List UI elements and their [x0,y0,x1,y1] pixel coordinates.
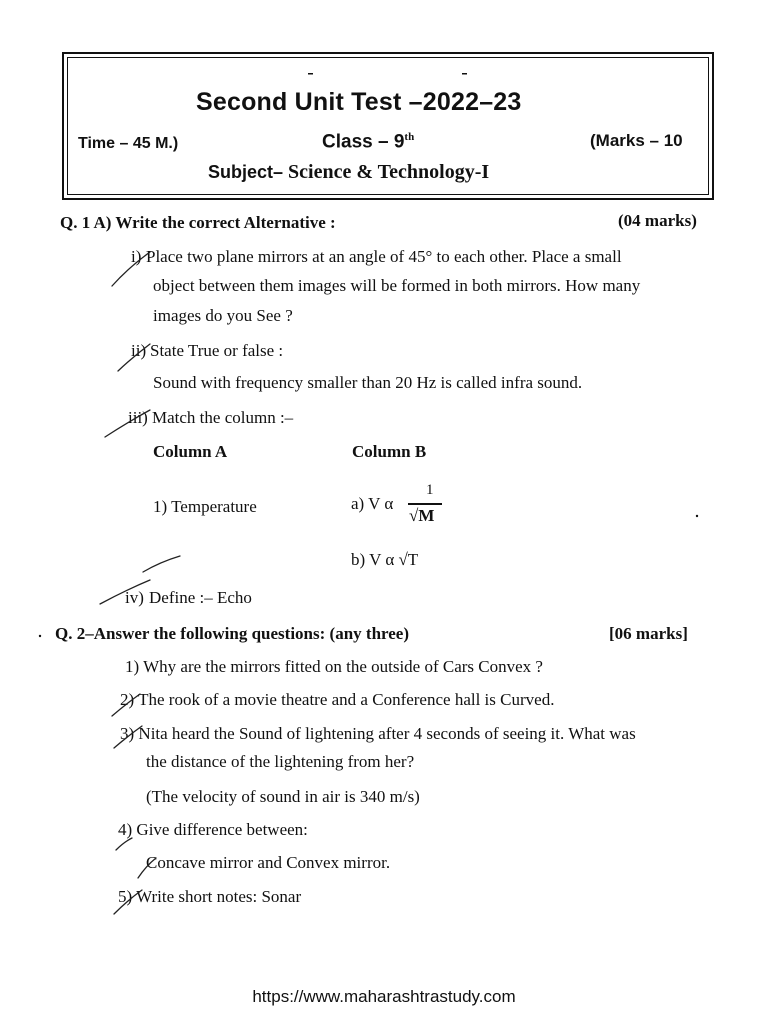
q2-item1: 1) Why are the mirrors fitted on the outside of Cars Convex ? [125,657,543,676]
exam-time: Time – 45 M.) [78,135,179,152]
q2-item2: 2) The rook of a movie theatre and a Conference hall is Curved. [120,690,555,709]
q1-marks: (04 marks) [618,211,697,230]
pen-mark-q1-iii [105,410,150,437]
pen-mark-q2-4 [116,838,132,850]
footer-url: https://www.maharashtrastudy.com [252,987,516,1006]
q1-ii-statement: Sound with frequency smaller than 20 Hz is called infra sound. [153,373,583,392]
q1-heading: Q. 1 A) Write the correct Alternative : [60,213,336,232]
q1-i-line3: images do you See ? [153,306,293,325]
pen-mark-q2-5 [114,890,142,914]
exam-marks: (Marks – 10 [590,131,683,150]
class-label: Class – 9 [322,131,405,153]
class-superscript: th [404,131,415,143]
pen-mark-q2-2 [112,694,140,716]
q1-ii-text: State True or false : [150,341,284,360]
match-row2-b: b) V α √T [351,550,419,569]
q1-ii-number: ii) [131,341,147,360]
title-dash-1 [308,73,313,75]
subject-label: Subject– [208,162,284,182]
q2-marks: [06 marks] [609,624,688,643]
q1-i-line1: Place two plane mirrors at an angle of 45° to each other. Place a small [146,247,622,266]
column-a-heading: Column A [153,442,228,461]
pen-mark-q1-ii [118,344,150,371]
pen-mark-q2-3 [114,726,142,748]
q2-item3-line1: 3) Nita heard the Sound of lightening after 4 seconds of seeing it. What was [120,724,636,743]
match-row1-a: 1) Temperature [153,497,257,516]
q1-iii-text: Match the column :– [152,408,294,427]
pen-mark-q1-iv [100,580,150,604]
pen-mark-q2-4b [138,858,156,878]
subject-name: Science & Technology-I [288,161,490,183]
match-row1-b-prefix: a) V α [351,494,394,513]
q2-item4-line2: Concave mirror and Convex mirror. [146,853,391,872]
pen-mark-q1-i [112,252,150,286]
q2-item3-line2: the distance of the lightening from her? [146,752,415,771]
q1-iv-number: iv) [125,588,144,607]
fraction-numerator: 1 [426,482,434,498]
q2-item5: 5) Write short notes: Sonar [118,887,302,906]
q1-i-number: i) [131,247,142,266]
stray-dot-2 [39,635,41,637]
q2-item3-line3: (The velocity of sound in air is 340 m/s) [146,787,420,806]
q2-heading: Q. 2–Answer the following questions: (any three) [55,624,410,643]
pen-mark-q1-iii-b [143,556,180,572]
title-dash-2 [462,73,467,75]
stray-dot [696,515,698,517]
q2-item4-line1: 4) Give difference between: [118,820,308,839]
q1-iii-number: iii) [128,408,148,427]
q1-iv-text: Define :– Echo [149,588,252,607]
column-b-heading: Column B [352,442,427,461]
q1-i-line2: object between them images will be formed in both mirrors. How many [153,276,641,295]
exam-title: Second Unit Test –2022–23 [196,88,522,116]
fraction-denominator: √M [409,506,435,525]
